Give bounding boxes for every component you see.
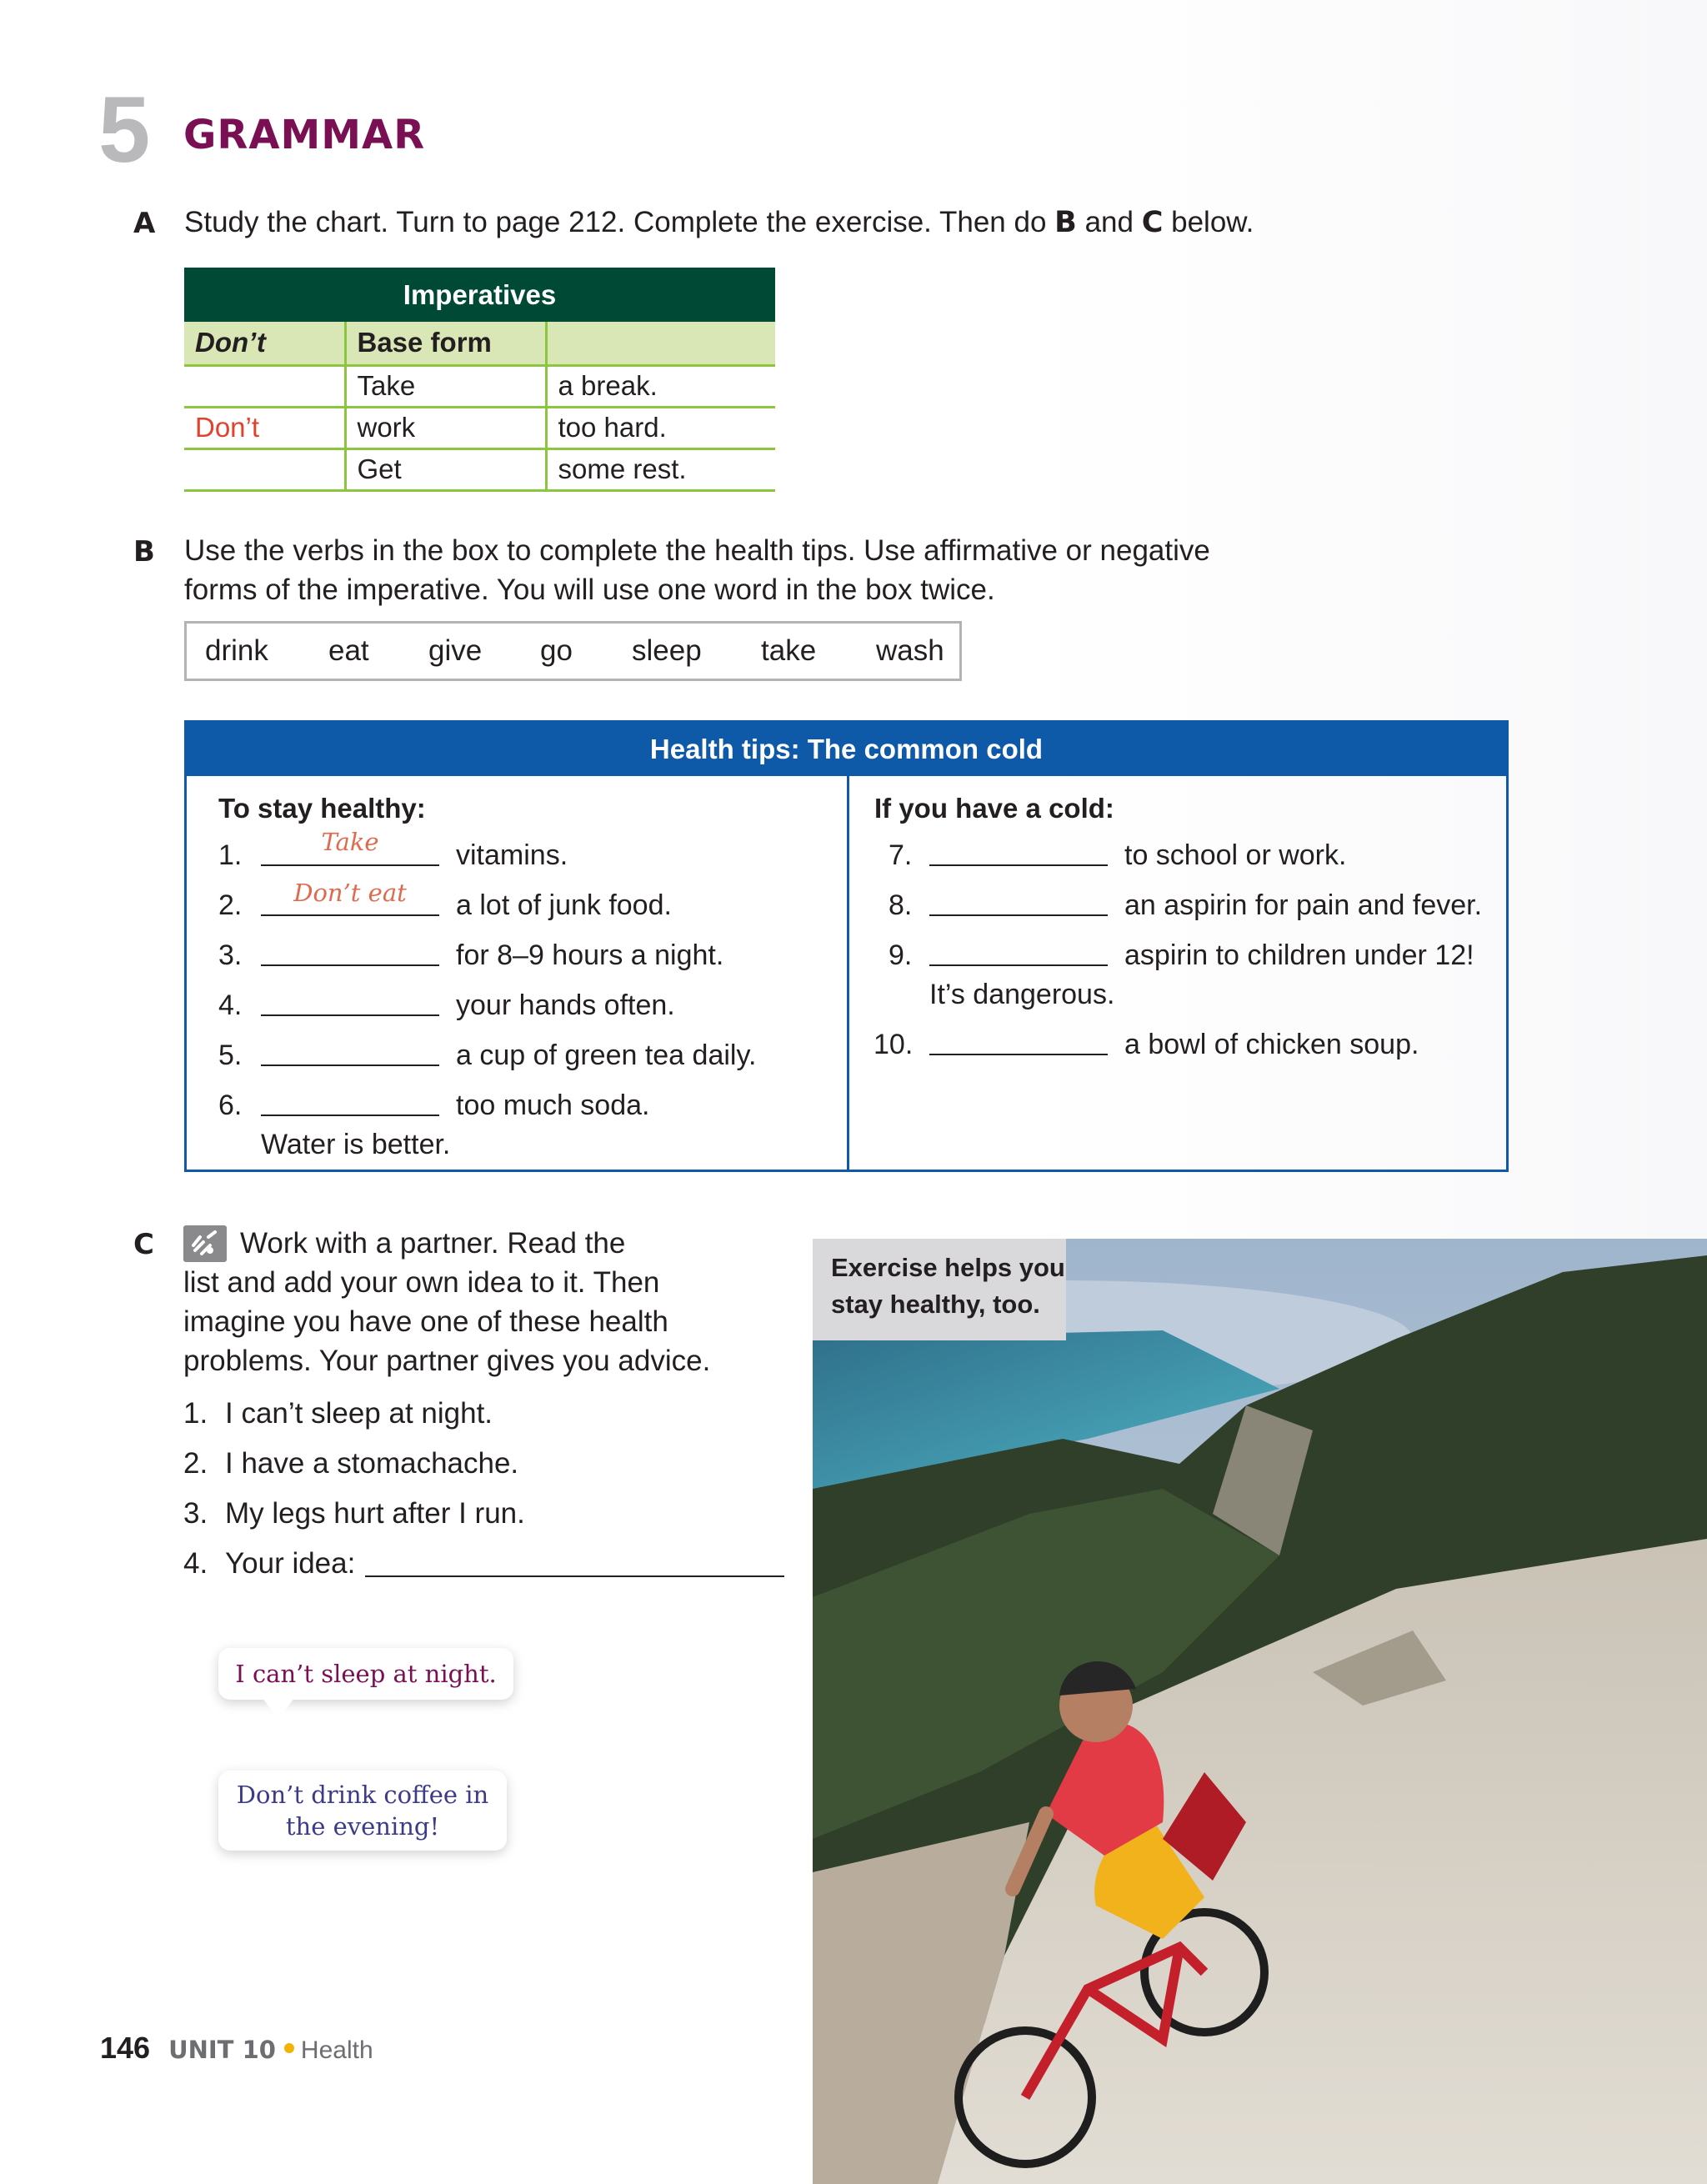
right-column-heading: If you have a cold: [874,793,1114,824]
list-item: 1. I can’t sleep at night. [183,1397,493,1430]
answer-blank[interactable] [261,964,439,966]
page-footer [100,2031,373,2066]
tip-number: 7. [889,839,913,871]
tip-text: vitamins. [456,839,568,871]
mountain-biker-photo [813,1239,1707,2184]
part-c-instructions: Work with a partner. Read the list and add your own idea to it. Then imagine you have one of these health problems. Your partner gives you advice. [183,1227,711,1377]
speech-bubble-problem: I can’t sleep at night. [218,1648,513,1700]
column-header-base-form: Base form [345,322,546,365]
part-b-line-1: Use the verbs in the box to complete the health tips. Use affirmative or negative [184,534,1210,567]
tip-text: your hands often. [456,989,675,1021]
photo-caption: Exercise helps you stay healthy, too. [813,1239,1066,1340]
section-number: 5 [98,78,148,182]
column-divider [847,776,849,1172]
tip-number: 3. [218,939,243,971]
tip-text: a cup of green tea daily. [456,1039,757,1071]
speech-bubble-tail [442,1751,475,1772]
tip-text-continued: Water is better. [261,1129,451,1160]
word-box-word: go [540,634,573,667]
table-cell: Get [345,448,546,490]
list-item: 2. I have a stomachache. [183,1447,519,1480]
tip-text: a bowl of chicken soup. [1124,1029,1419,1060]
tip-text: for 8–9 hours a night. [456,939,724,971]
part-b-line-2: forms of the imperative. You will use one word in the box twice. [184,574,995,606]
word-box-word: sleep [632,634,702,667]
part-a-instructions: Study the chart. Turn to page 212. Complete the exercise. Then do B and C below. [184,206,1254,239]
tip-text-continued: It’s dangerous. [929,979,1115,1010]
bullet-dot-icon [284,2043,294,2053]
imperatives-title: Imperatives [184,268,775,322]
unit-topic: Health [300,2036,373,2064]
table-cell: a break. [546,365,775,407]
answer-blank[interactable] [261,1115,439,1116]
tip-number: 1. [218,839,243,871]
tip-answer: Take [321,828,379,856]
section-title: GRAMMAR [183,112,426,158]
page-number: 146 [100,2031,151,2065]
table-cell: some rest. [546,448,775,490]
your-idea-blank[interactable] [365,1575,784,1577]
answer-blank[interactable] [929,914,1108,916]
speech-bubble-advice: Don’t drink coffee in the evening! [218,1771,507,1851]
answer-blank[interactable] [929,1054,1108,1055]
answer-blank[interactable] [261,914,439,916]
tip-number: 5. [218,1039,243,1071]
list-item: 3. My legs hurt after I run. [183,1497,525,1530]
tip-text: too much soda. [456,1089,650,1121]
list-item: 4. Your idea: [183,1547,356,1580]
word-box-word: drink [205,634,268,667]
word-box-word: eat [328,634,369,667]
table-row [184,407,775,448]
table-cell: Take [345,365,546,407]
health-tips-title: Health tips: The common cold [187,723,1506,776]
speech-bubble-tail [262,1697,295,1719]
answer-blank[interactable] [261,1064,439,1066]
answer-blank[interactable] [929,964,1108,966]
table-row [184,448,775,490]
tip-text: a lot of junk food. [456,889,672,921]
left-column-heading: To stay healthy: [218,793,426,824]
word-box-word: wash [876,634,944,667]
tip-number: 9. [889,939,913,971]
tip-text: to school or work. [1124,839,1347,871]
answer-blank[interactable] [261,864,439,866]
column-header-blank [546,322,775,365]
table-row [184,365,775,407]
tip-text: aspirin to children under 12! [1124,939,1474,971]
word-box-word: give [428,634,483,667]
table-cell [184,448,345,490]
tip-number: 10. [874,1029,914,1060]
tip-answer: Don’t eat [293,879,407,907]
tip-number: 2. [218,889,243,921]
unit-label: UNIT 10 [168,2036,276,2064]
tip-number: 8. [889,889,913,921]
answer-blank[interactable] [261,1014,439,1016]
table-cell: work [345,407,546,448]
imperatives-chart [184,268,775,492]
word-box-word: take [761,634,817,667]
column-header-dont: Don’t [184,322,345,365]
word-box [184,621,962,681]
part-c-letter: C [133,1228,154,1261]
answer-blank[interactable] [929,864,1108,866]
table-cell [184,365,345,407]
tip-number: 4. [218,989,243,1021]
part-a-letter: A [133,207,156,240]
table-cell: too hard. [546,407,775,448]
tip-number: 6. [218,1089,243,1121]
health-tips-box [184,720,1509,1172]
part-b-letter: B [133,535,155,569]
table-cell: Don’t [184,407,345,448]
tip-text: an aspirin for pain and fever. [1124,889,1483,921]
